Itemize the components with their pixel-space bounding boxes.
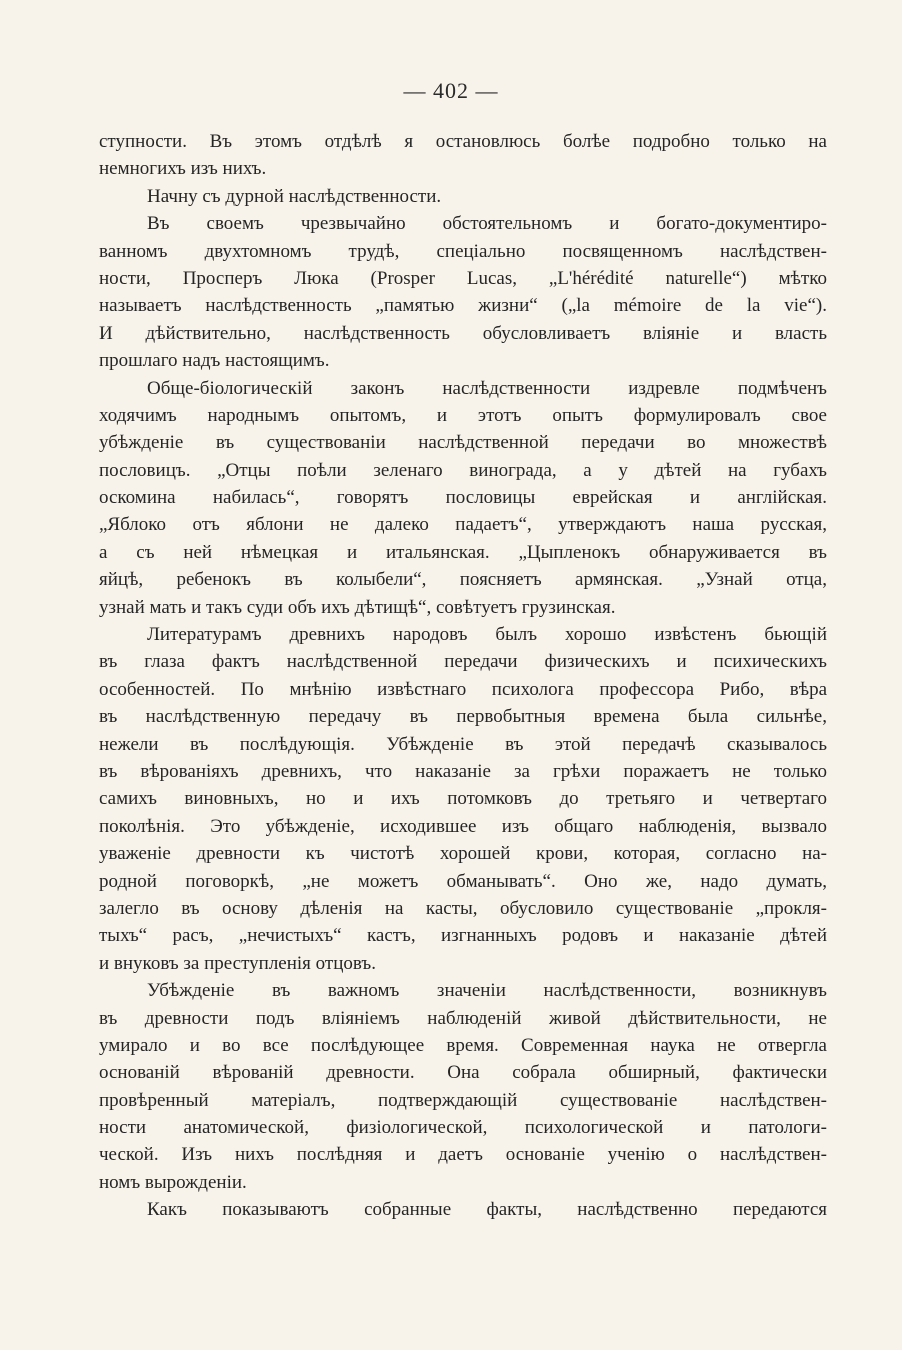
- text-line: яйцѣ, ребенокъ въ колыбели“, поясняетъ армянская. „Узнай отца,: [99, 569, 827, 591]
- text-line: ходячимъ народнымъ опытомъ, и этотъ опытъ формулировалъ свое: [99, 404, 827, 426]
- text-line: убѣжденіе въ существованіи наслѣдственной передачи во множествѣ: [99, 432, 827, 454]
- text-line: въ вѣрованіяхъ древнихъ, что наказаніе за грѣхи поражаетъ не только: [99, 760, 827, 782]
- text-line: умирало и во все послѣдующее время. Современная наука не отвергла: [99, 1034, 827, 1056]
- text-line: немногихъ изъ нихъ.: [99, 158, 267, 180]
- text-line: провѣренный матеріалъ, подтверждающій существованіе наслѣдствен-: [99, 1089, 827, 1111]
- text-line: въ древности подъ вліяніемъ наблюденій живой дѣйствительности, не: [99, 1007, 827, 1029]
- text-line: Убѣжденіе въ важномъ значеніи наслѣдственности, возникнувъ: [147, 980, 827, 1002]
- text-line: прошлаго надъ настоящимъ.: [99, 350, 330, 372]
- text-line: въ наслѣдственную передачу въ первобытныя времена была сильнѣе,: [99, 706, 827, 728]
- text-line: узнай мать и такъ суди объ ихъ дѣтищѣ“, совѣтуетъ грузинская.: [99, 596, 616, 618]
- page-number: — 402 —: [403, 78, 499, 103]
- text-line: Обще-біологическій законъ наслѣдственности издревле подмѣченъ: [147, 377, 827, 399]
- text-line: особенностей. По мнѣнію извѣстнаго психолога профессора Рибо, вѣра: [99, 678, 827, 700]
- text-line: уваженіе древности къ чистотѣ хорошей крови, которая, согласно на-: [99, 843, 827, 865]
- text-line: ности, Просперъ Люка (Prosper Lucas, „L'hérédité naturelle“) мѣтко: [99, 267, 827, 289]
- text-line: Литературамъ древнихъ народовъ былъ хорошо извѣстенъ бьющій: [147, 624, 827, 646]
- text-line: основаній вѣрованій древности. Она собрала обширный, фактически: [99, 1062, 827, 1084]
- text-line: Въ своемъ чрезвычайно обстоятельномъ и богато-документиро-: [147, 213, 827, 235]
- text-line: Какъ показываютъ собранные факты, наслѣдственно передаются: [147, 1199, 827, 1221]
- text-line: оскомина набилась“, говорятъ пословицы еврейская и англійская.: [99, 487, 827, 509]
- text-line: Начну съ дурной наслѣдственности.: [147, 185, 442, 207]
- text-line: самихъ виновныхъ, но и ихъ потомковъ до третьяго и четвертаго: [99, 788, 827, 810]
- text-line: называетъ наслѣдственность „памятью жизни“ („la mémoire de la vie“).: [99, 295, 827, 317]
- text-line: и внуковъ за преступленія отцовъ.: [99, 952, 376, 974]
- text-line: залегло въ основу дѣленія на касты, обусловило существованіе „прокля-: [99, 897, 827, 919]
- text-line: ступности. Въ этомъ отдѣлѣ я остановлюсь болѣе подробно только на: [99, 131, 827, 152]
- text-line: нежели въ послѣдующія. Убѣжденіе въ этой передачѣ сказывалось: [99, 733, 827, 755]
- text-line: „Яблоко отъ яблони не далеко падаетъ“, утверждаютъ наша русская,: [99, 514, 827, 536]
- text-line: тыхъ“ расъ, „нечистыхъ“ кастъ, изгнанныхъ родовъ и наказаніе дѣтей: [99, 925, 827, 947]
- text-line: родной поговоркѣ, „не можетъ обманывать“. Оно же, надо думать,: [99, 870, 827, 892]
- text-line: ческой. Изъ нихъ послѣдняя и даетъ основаніе ученію о наслѣдствен-: [99, 1144, 827, 1166]
- body-text: [99, 128, 827, 1224]
- text-line: номъ вырожденіи.: [99, 1171, 247, 1193]
- text-line: ванномъ двухтомномъ трудѣ, спеціально посвященномъ наслѣдствен-: [99, 240, 827, 262]
- text-line: пословицъ. „Отцы поѣли зеленаго винограда, а у дѣтей на губахъ: [99, 459, 827, 481]
- text-line: И дѣйствительно, наслѣдственность обусловливаетъ вліяніе и власть: [99, 322, 827, 344]
- text-line: въ глаза фактъ наслѣдственной передачи физическихъ и психическихъ: [99, 651, 827, 673]
- text-line: ности анатомической, физіологической, психологической и патологи-: [99, 1117, 827, 1139]
- text-line: поколѣнія. Это убѣжденіе, исходившее изъ общаго наблюденія, вызвало: [99, 815, 827, 837]
- text-line: а съ ней нѣмецкая и итальянская. „Цыпленокъ обнаруживается въ: [99, 541, 827, 563]
